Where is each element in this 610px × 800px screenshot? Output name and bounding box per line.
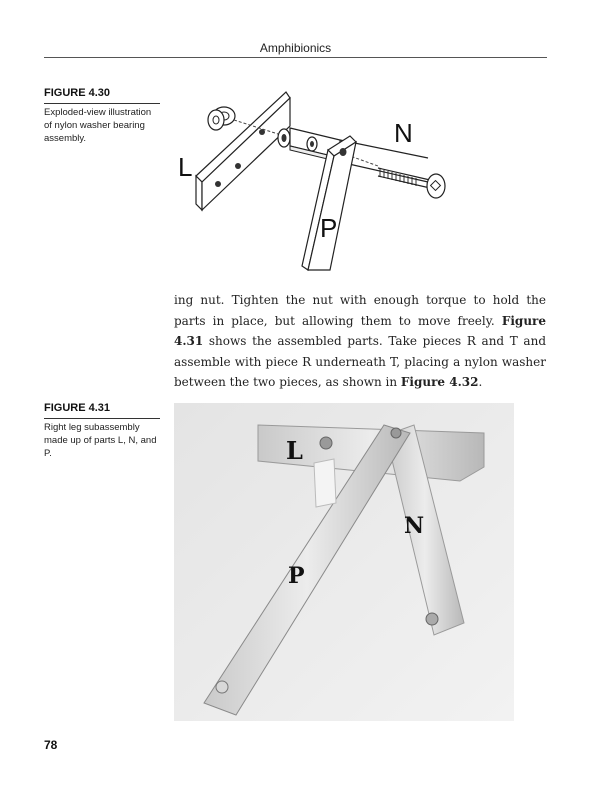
page-number: 78 [44,738,58,752]
nylon-washer-piece [314,459,336,507]
figure-4-32-reference: Figure 4.32 [400,375,479,389]
diagram-label-l: L [178,152,193,182]
running-header-title: Amphibionics [259,41,332,55]
figure-4-31-label: FIGURE 4.31 [44,402,160,419]
body-text-part-1: ing nut. Tighten the nut with enough torque to hold the parts in place, but allowing them to move freely. [174,293,546,328]
photo-label-l: L [286,436,303,465]
diagram-label-p: P [320,213,338,243]
figure-4-31-reference: Figure 4.31 [174,313,546,348]
figure-4-31-caption: Right leg subassembly made up of parts L, N, and P. [44,422,157,459]
figure-4-30-exploded-diagram [178,80,448,275]
photo-label-n: N [404,513,425,539]
bar-p-illustration [302,136,356,270]
figure-4-30-label: FIGURE 4.30 [44,87,160,104]
nylon-washer-top [208,107,235,130]
body-text-part-3: . [478,375,483,389]
diagram-label-n: N [394,118,413,148]
photo-label-p: P [288,563,305,589]
figure-4-30-caption: Exploded-view illustration of nylon washer bearing assembly. [44,107,152,144]
figure-4-31-photo [174,403,514,721]
nylon-washer-middle [278,129,290,147]
body-text-part-2: shows the assembled parts. Take pieces R and T and assemble with piece R underneath T, placing a nylon washer between the two pieces, as shown in [174,334,546,389]
body-paragraph [174,290,546,393]
header-divider [44,57,547,58]
bolt-illustration [378,168,445,198]
bar-l-illustration [196,92,290,210]
